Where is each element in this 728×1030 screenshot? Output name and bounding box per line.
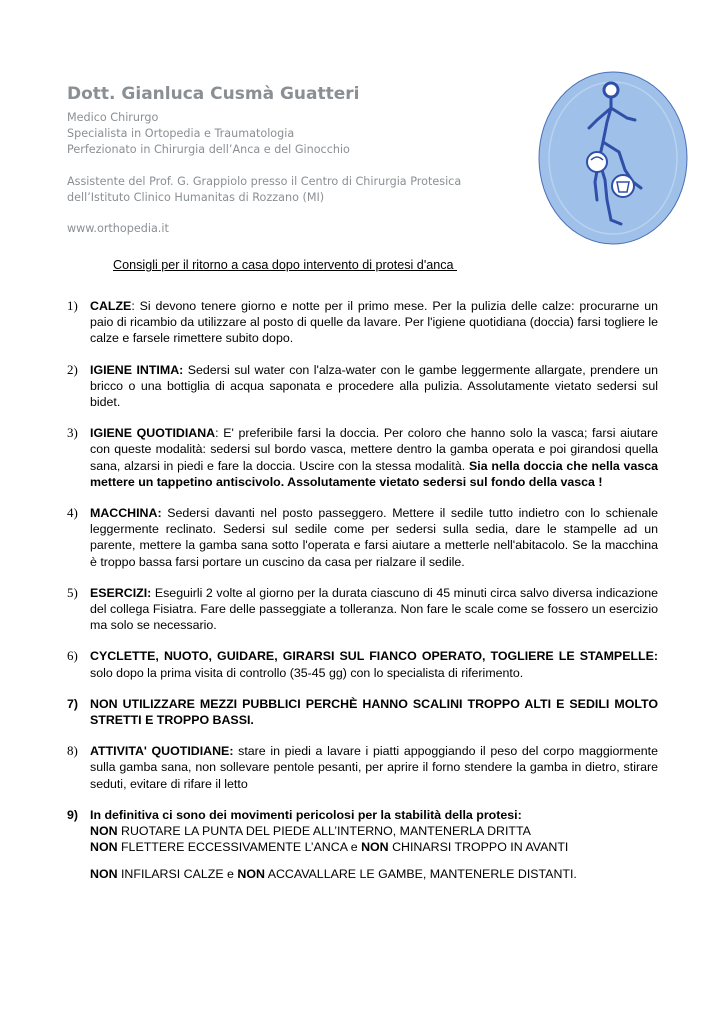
item-heading: In definitiva ci sono dei movimenti pericolosi per la stabilità della protesi:	[90, 807, 522, 822]
doctor-name: Dott. Gianluca Cusmà Guatteri	[67, 84, 360, 104]
advice-list	[0, 298, 728, 898]
item-heading: IGIENE QUOTIDIANA	[90, 426, 216, 441]
item-text: stare in piedi a lavare i piatti appoggiando il peso del corpo maggiormente sulla gamba sana, non sollevare pentole pesanti, per aprire il forno stendere la gamba in dietro, stirare seduti, evitare di rifare il letto	[90, 744, 658, 791]
item-number: 8)	[67, 743, 78, 759]
orthopedic-logo-icon	[537, 70, 689, 245]
prohibition-line: NON RUOTARE LA PUNTA DEL PIEDE ALL’INTERNO, MANTENERLA DRITTA	[90, 824, 531, 839]
item-text: Sedersi davanti nel posto passeggero. Mettere il sedile tutto indietro con lo schienale leggermente reclinato. Sedersi sul sedile come per sedersi sulla sedia, dare le stampelle ad un parente, mettere la gamba sana sotto l'operata e farsi aiutare a metterle nell'abitacolo. Se la macchina è troppo bassa farsi portare un cuscino da casa per rialzare il sedile.	[90, 506, 658, 569]
item-warning: Sia nella doccia che nella vasca mettere un tappetino antiscivolo. Assolutamente vietato sedersi sul fondo della vasca !	[90, 458, 659, 489]
prohibition-line: NON FLETTERE ECCESSIVAMENTE L’ANCA e NON CHINARSI TROPPO IN AVANTI	[90, 840, 569, 855]
item-heading: ATTIVITA' QUOTIDIANE:	[90, 744, 234, 759]
prohibition-line: NON INFILARSI CALZE e NON ACCAVALLARE LE GAMBE, MANTENERLE DISTANTI.	[90, 867, 577, 882]
list-item	[0, 298, 658, 347]
document-title: Consigli per il ritorno a casa dopo intervento di protesi d'anca	[113, 258, 458, 272]
item-number: 1)	[67, 298, 78, 313]
item-number: 3)	[67, 425, 78, 441]
list-item	[0, 743, 658, 792]
affiliation-line: dell’Istituto Clinico Humanitas di Rozzano (MI)	[67, 190, 325, 204]
list-item	[0, 585, 658, 634]
letterhead	[67, 84, 527, 237]
list-item	[0, 648, 658, 680]
list-item	[0, 696, 658, 728]
list-item	[0, 425, 658, 490]
item-number: 4)	[67, 505, 78, 521]
item-number: 9)	[67, 807, 79, 822]
item-number: 6)	[67, 648, 78, 664]
item-text: : Si devono tenere giorno e notte per il primo mese. Per la pulizia delle calze: procurarne un paio di ricambio da utilizzare al posto di quelle da lavare. Per l'igiene quotidiana (doccia) farsi togliere le calze e farsele rimettere subito dopo.	[90, 299, 658, 346]
list-item	[0, 362, 658, 411]
item-text: solo dopo la prima visita di controllo (35-45 gg) con lo specialista di riferimento.	[90, 665, 524, 680]
item-text: Sedersi sul water con l'alza-water con le gambe leggermente allargate, prendere un bricco o una bottiglia di acqua saponata e procedere alla pulizia. Assolutamente vietato sedersi sul bidet.	[90, 362, 658, 410]
item-text: Eseguirli 2 volte al giorno per la durata ciascuno di 45 minuti circa salvo diversa indicazione del collega Fisiatra. Fare delle passeggiate a tolleranza. Non fare le scale come se fossero un esercizio ma solo se necessario.	[90, 585, 658, 633]
qualification-line: Medico Chirurgo	[67, 111, 159, 124]
list-item-summary	[0, 807, 658, 883]
item-heading: CYCLETTE, NUOTO, GUIDARE, GIRARSI SUL FIANCO OPERATO, TOGLIERE LE STAMPELLE:	[90, 649, 658, 664]
item-heading: ESERCIZI:	[90, 585, 152, 600]
website-link[interactable]: www.orthopedia.it	[67, 222, 169, 236]
affiliation-line: Assistente del Prof. G. Grappiolo presso il Centro di Chirurgia Protesica	[67, 174, 462, 188]
item-heading: NON UTILIZZARE MEZZI PUBBLICI PERCHÈ HANNO SCALINI TROPPO ALTI E SEDILI MOLTO STRETTI E TROPPO BASSI.	[90, 696, 658, 728]
item-text: : E' preferibile farsi la doccia. Per coloro che hanno solo la vasca; farsi aiutare con queste modalità: sedersi sul bordo vasca, mettere dentro la gamba operata e poi girandosi quella sana, alzarsi in piedi e fare la doccia. Uscire con la stessa modalità.	[90, 426, 658, 473]
item-number: 7)	[67, 696, 79, 711]
item-heading: IGIENE INTIMA:	[90, 362, 184, 377]
qualification-line: Perfezionato in Chirurgia dell’Anca e del Ginocchio	[67, 143, 350, 157]
item-heading: MACCHINA:	[90, 506, 162, 521]
item-heading: CALZE	[90, 299, 132, 313]
item-number: 2)	[67, 361, 78, 377]
list-item	[0, 505, 658, 570]
item-number: 5)	[67, 584, 78, 600]
qualification-line: Specialista in Ortopedia e Traumatologia	[67, 127, 295, 141]
